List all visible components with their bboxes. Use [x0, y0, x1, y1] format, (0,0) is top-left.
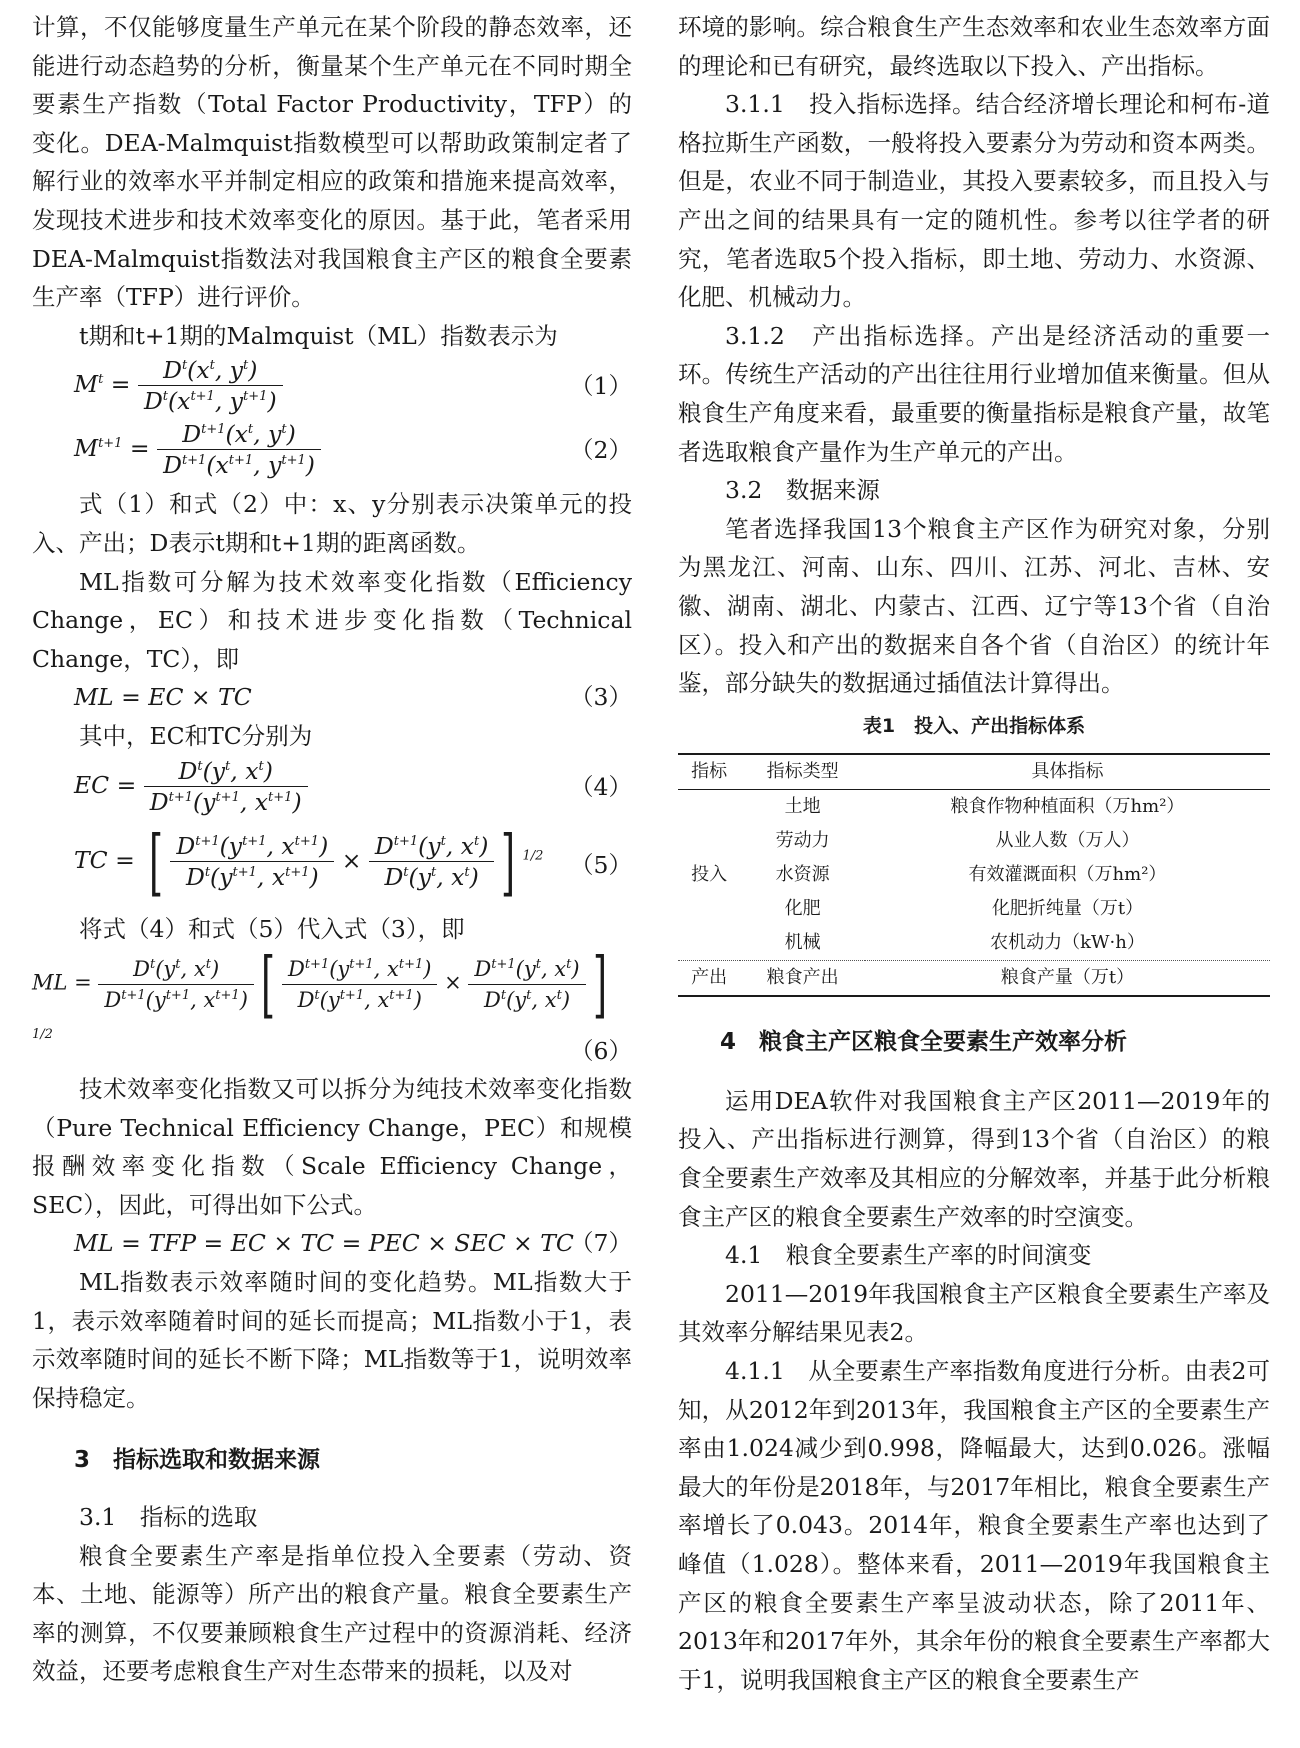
table-cell: 化肥	[784, 898, 821, 920]
table-cell: 产出	[691, 967, 728, 989]
equation-text: ML = TFP = EC × TC = PEC × SEC × TC	[74, 1229, 574, 1258]
table-cell: 粮食作物种植面积（万hm²）	[950, 796, 1185, 818]
equation-6: ML = $\frac{D^t(y^t, x^t)}{D^{t+1}(y^{t+1}, x^{t+1})}$ [ $\frac{D^{t+1}(y^{t+1}, x^{t+1})}{D^t(y^{t+1}, x^{t+1})}$ × $\frac{D^{t+1}(y^t, x^t)}{D^t(y^t, x^t)}$ ]$^{1/2}$	[32, 942, 607, 1043]
equation-2: $M^{t+1}$ = $\frac{D^{t+1}(x^t, y^t)}{D^{t+1}(x^{t+1}, y^{t+1})}$ （2）	[74, 420, 632, 480]
equation-1: $M^t$ = $\frac{D^t(x^t, y^t)}{D^t(x^{t+1}, y^{t+1})}$ （1）	[74, 356, 632, 416]
section-heading: 3 指标选取和数据来源	[74, 1447, 321, 1474]
table-cell: 粮食产量（万t）	[1000, 967, 1135, 989]
table-cell-input-label: 投入	[691, 864, 728, 886]
table-cell: 水资源	[775, 864, 830, 886]
equation-7: ML = TFP = EC × TC = PEC × SEC × TC （7）	[74, 1229, 632, 1258]
paragraph: 4.1.1 从全要素生产率指数角度进行分析。由表2可知，从2012年到2013年，我国粮食主产区的全要素生产率由1.024减少到0.998，降幅最大，达到0.026。涨幅最大的年份是2018年，与2017年相比，粮食全要素生产率增长了0.043。2014年，粮食全要素生产率也达到了峰值（1.028）。整体来看，2011—2019年我国粮食主产区的粮食全要素生产率呈波动状态，除了2011年、2013年和2017年外，其余年份的粮食全要素生产率都大于1，说明我国粮食主产区的粮食全要素生产	[678, 1357, 1270, 1694]
paragraph: 3.1.1 投入指标选择。结合经济增长理论和柯布-道格拉斯生产函数，一般将投入要素分为劳动和资本两类。但是，农业不同于制造业，其投入要素较多，而且投入与产出之间的结果具有一定的随机性。参考以往学者的研究，笔者选取5个投入指标，即土地、劳动力、水资源、化肥、机械动力。	[678, 90, 1270, 312]
paragraph: 环境的影响。综合粮食生产生态效率和农业生态效率方面的理论和已有研究，最终选取以下投入、产出指标。	[678, 13, 1270, 80]
paragraph: 2011—2019年我国粮食主产区粮食全要素生产率及其效率分解结果见表2。	[678, 1279, 1270, 1347]
paragraph: 其中，EC和TC分别为	[79, 721, 313, 750]
equation-5: TC = [ $\frac{D^{t+1}(y^{t+1}, x^{t+1})}{D^t(y^{t+1}, x^{t+1})}$ × $\frac{D^{t+1}(y^t, x^t)}{D^t(y^t, x^t)}$ ] $^{1/2}$ （5）	[74, 819, 632, 904]
paragraph: ML指数可分解为技术效率变化指数（Efficiency Change，EC）和技术进步变化指数（Technical Change，TC），即	[32, 567, 632, 673]
paragraph: 笔者选择我国13个粮食主产区作为研究对象，分别为黑龙江、河南、山东、四川、江苏、河北、吉林、安徽、湖南、湖北、内蒙古、江西、辽宁等13个省（自治区）。投入和产出的数据来自各个省（自治区）的统计年鉴，部分缺失的数据通过插值法计算得出。	[678, 514, 1270, 698]
subsection-heading: 3.2 数据来源	[725, 476, 880, 505]
equation-4: EC = $\frac{D^t(y^t, x^t)}{D^{t+1}(y^{t+1}, x^{t+1})}$ （4）	[74, 756, 632, 816]
table-header-row	[678, 754, 1270, 790]
table-row	[678, 892, 1270, 926]
table-cell: 有效灌溉面积（万hm²）	[968, 864, 1167, 886]
paragraph: t期和t+1期的Malmquist（ML）指数表示为	[79, 321, 558, 350]
table-cell: 化肥折纯量（万t）	[991, 898, 1144, 920]
equation-6-number-line: （6）	[570, 1037, 632, 1066]
table-cell: 土地	[784, 796, 821, 818]
paragraph: 技术效率变化指数又可以拆分为纯技术效率变化指数（Pure Technical Efficiency Change，PEC）和规模报酬效率变化指数（Scale Efficiency Change，SEC），因此，可得出如下公式。	[32, 1075, 632, 1219]
table-header: 指标类型	[766, 761, 839, 783]
equation-number: 4	[593, 772, 609, 801]
table-cell: 从业人数（万人）	[995, 830, 1140, 852]
subsection-heading: 3.1 指标的选取	[79, 1503, 258, 1532]
table-row	[678, 961, 1270, 997]
paragraph: 3.1.2 产出指标选择。产出是经济活动的重要一环。传统生产活动的产出往往用行业增加值来衡量。但从粮食生产角度来看，最重要的衡量指标是粮食产量，故笔者选取粮食产量作为生产单元的产出。	[678, 321, 1270, 466]
equation-number: 1	[593, 372, 609, 401]
subsection-heading: 4.1 粮食全要素生产率的时间演变	[725, 1241, 1092, 1270]
left-column	[32, 8, 632, 1691]
table-row	[678, 858, 1270, 892]
section-heading: 4 粮食主产区粮食全要素生产效率分析	[720, 1029, 1128, 1056]
table-row	[678, 790, 1270, 825]
paragraph: 粮食全要素生产率是指单位投入全要素（劳动、资本、土地、能源等）所产出的粮食产量。粮食全要素生产率的测算，不仅要兼顾粮食生产过程中的资源消耗、经济效益，还要考虑粮食生产对生态带来的损耗，以及对	[32, 1541, 632, 1686]
table-cell: 粮食产出	[766, 967, 839, 989]
paragraph: 计算，不仅能够度量生产单元在某个阶段的静态效率，还能进行动态趋势的分析，衡量某个生产单元在不同时期全要素生产指数（Total Factor Productivity，TFP）的变化。DEA-Malmquist指数模型可以帮助政策制定者了解行业的效率水平并制定相应的政策和措施来提高效率，发现技术进步和技术效率变化的原因。基于此，笔者采用DEA-Malmquist指数法对我国粮食主产区的粮食全要素生产率（TFP）进行评价。	[32, 13, 632, 312]
equation-number: 6	[593, 1037, 609, 1066]
equation-number: 3	[593, 683, 609, 712]
table-header: 指标	[691, 761, 728, 783]
paragraph: ML指数表示效率随时间的变化趋势。ML指数大于1，表示效率随着时间的延长而提高；ML指数小于1，表示效率随时间的延长不断下降；ML指数等于1，说明效率保持稳定。	[32, 1268, 632, 1412]
table-row	[678, 824, 1270, 858]
equation-number: 2	[593, 436, 609, 465]
table-row	[678, 926, 1270, 961]
right-column	[678, 8, 1270, 1699]
table-caption: 表1 投入、产出指标体系	[862, 714, 1086, 737]
paragraph: 将式（4）和式（5）代入式（3），即	[79, 914, 465, 943]
paragraph: 运用DEA软件对我国粮食主产区2011—2019年的投入、产出指标进行测算，得到13个省（自治区）的粮食全要素生产效率及其相应的分解效率，并基于此分析粮食主产区的粮食全要素生产效率的时空演变。	[678, 1086, 1270, 1231]
indicator-table	[678, 753, 1270, 997]
equation-3: ML = EC × TC （3）	[74, 683, 632, 712]
table-cell: 农机动力（kW·h）	[990, 932, 1145, 954]
table-cell: 机械	[784, 932, 821, 954]
paragraph: 式（1）和式（2）中：x、y分别表示决策单元的投入、产出；D表示t期和t+1期的距离函数。	[32, 490, 632, 557]
equation-text: ML = EC × TC	[74, 683, 252, 712]
table-header: 具体指标	[1031, 761, 1104, 783]
table-cell: 劳动力	[775, 830, 830, 852]
equation-number: 7	[593, 1229, 609, 1258]
equation-number: 5	[593, 850, 609, 879]
